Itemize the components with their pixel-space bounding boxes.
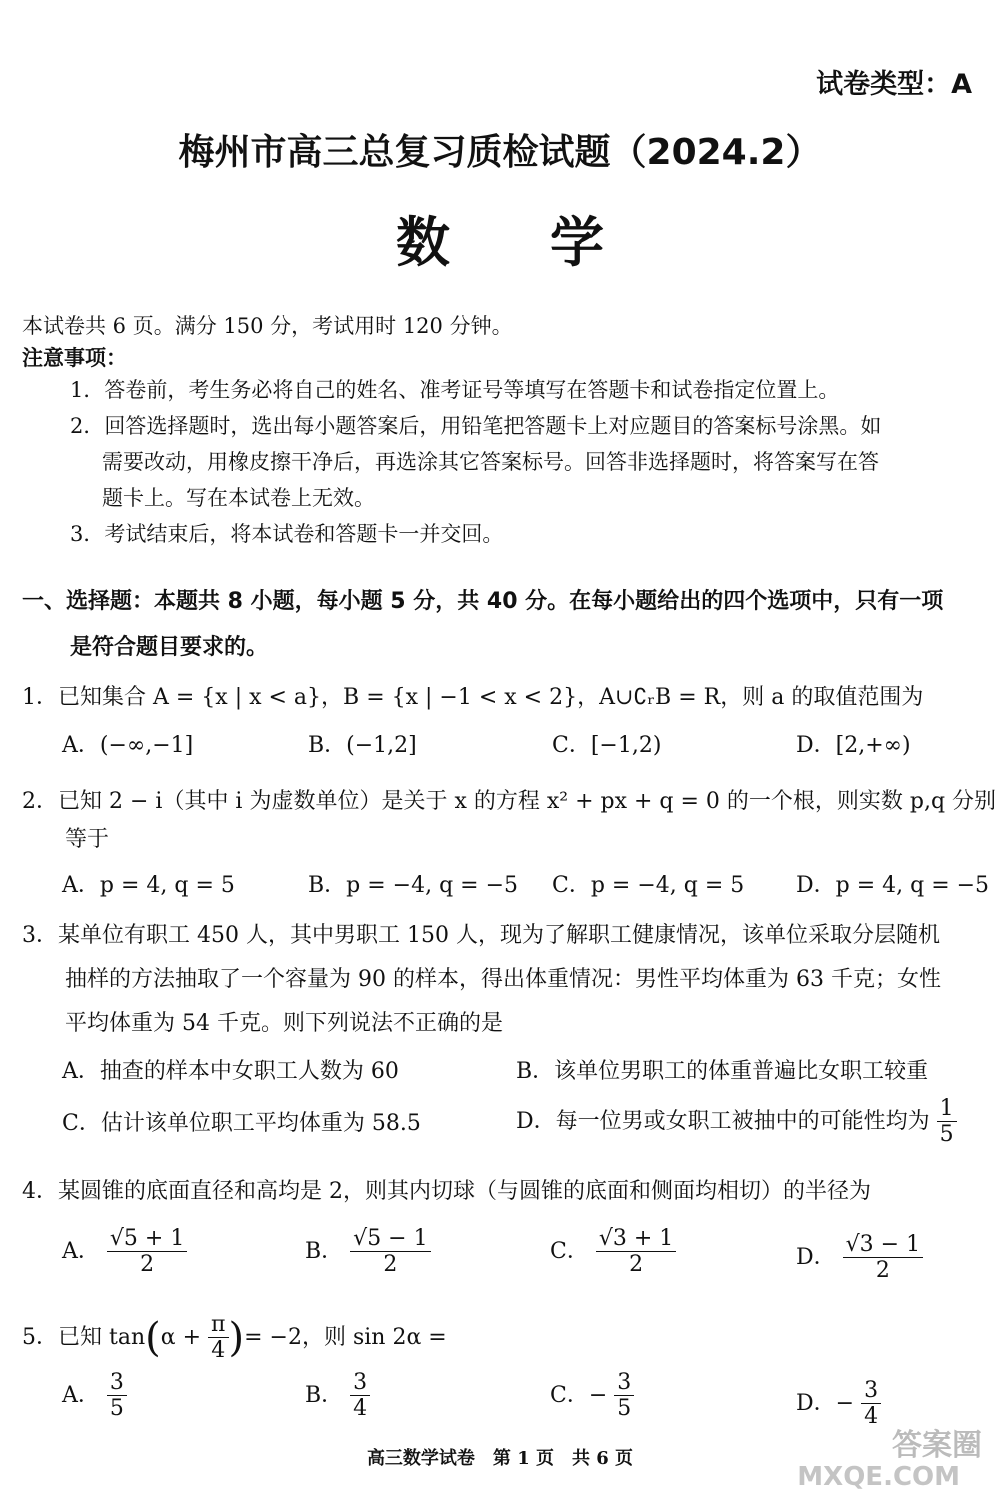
page-footer: 高三数学试卷 第 1 页 共 6 页 (366, 1448, 634, 1469)
q2-option-a: A．p = 4, q = 5 (62, 873, 235, 898)
fraction: $\frac{3}{4}$ (350, 1370, 370, 1422)
question-3-stem-cont: 平均体重为 54 千克。则下列说法不正确的是 (65, 1011, 503, 1036)
q5-option-a: A． $\frac{3}{5}$ (62, 1370, 127, 1422)
fraction: $\frac{3}{4}$ (861, 1378, 881, 1430)
q1-option-d: D．[2,+∞) (796, 733, 911, 758)
q5-option-d: D．− $\frac{3}{4}$ (796, 1378, 881, 1430)
section-heading-cont: 是符合题目要求的。 (70, 635, 269, 660)
q3-option-d (516, 1096, 957, 1148)
fraction: $\frac{\pi}{4}$ (208, 1312, 228, 1364)
fraction: $\frac{√3 + 1}{2}$ (596, 1226, 676, 1278)
question-2-stem: 2．已知 2 − i（其中 i 为虚数单位）是关于 x 的方程 x² + px + q = 0 的一个根，则实数 p,q 分别 (22, 789, 997, 814)
q4-option-b: B． $\frac{√5 - 1}{2}$ (305, 1226, 431, 1278)
q5-option-c: C．− $\frac{3}{5}$ (550, 1370, 634, 1422)
q3-option-a: A．抽查的样本中女职工人数为 60 (62, 1059, 399, 1084)
question-3-stem: 3．某单位有职工 450 人，其中男职工 150 人，现为了解职工健康情况，该单位采取分层随机 (22, 923, 940, 948)
note-item: 3．考试结束后，将本试卷和答题卡一并交回。 (70, 522, 504, 546)
q2-option-d: D．p = 4, q = −5 (796, 873, 990, 898)
subject-title: 数学 (396, 211, 704, 274)
q1-option-b: B．(−1,2] (308, 733, 417, 758)
fraction: $\frac{3}{5}$ (614, 1370, 634, 1422)
fraction: $\frac{√3 - 1}{2}$ (843, 1232, 923, 1284)
question-1-stem: 1．已知集合 A = {x | x < a}，B = {x | −1 < x < 2}，A∪∁ᵣB = R，则 a 的取值范围为 (22, 685, 924, 710)
notes-heading: 注意事项： (22, 346, 127, 370)
fraction: $\frac{√5 + 1}{2}$ (107, 1226, 187, 1278)
watermark-logo: 答案圈 (892, 1428, 982, 1463)
question-4-stem: 4．某圆锥的底面直径和高均是 2，则其内切球（与圆锥的底面和侧面均相切）的半径为 (22, 1179, 871, 1204)
q2-option-b: B．p = −4, q = −5 (308, 873, 519, 898)
note-item: 1．答卷前，考生务必将自己的姓名、准考证号等填写在答题卡和试卷指定位置上。 (70, 378, 840, 402)
note-item: 题卡上。写在本试卷上无效。 (102, 486, 375, 510)
fraction: $\frac{√5 - 1}{2}$ (350, 1226, 430, 1278)
q4-option-d: D． $\frac{√3 - 1}{2}$ (796, 1232, 923, 1284)
note-item: 需要改动，用橡皮擦干净后，再选涂其它答案标号。回答非选择题时，将答案写在答 (102, 450, 879, 474)
fraction: $\frac{1}{5}$ (937, 1096, 957, 1148)
fraction: $\frac{3}{5}$ (107, 1370, 127, 1422)
watermark-url: MXQE.COM (797, 1462, 960, 1492)
q3-option-b: B．该单位男职工的体重普遍比女职工较重 (516, 1059, 929, 1084)
q5-option-b: B． $\frac{3}{4}$ (305, 1370, 370, 1422)
q1-option-a: A．(−∞,−1] (62, 733, 194, 758)
question-2-stem-cont: 等于 (65, 827, 110, 852)
note-item: 2．回答选择题时，选出每小题答案后，用铅笔把答题卡上对应题目的答案标号涂黑。如 (70, 414, 882, 438)
question-3-stem-cont: 抽样的方法抽取了一个容量为 90 的样本，得出体重情况：男性平均体重为 63 千克；女性 (65, 967, 941, 992)
q3-option-c: C．估计该单位职工平均体重为 58.5 (62, 1111, 421, 1136)
q4-option-a: A． $\frac{√5 + 1}{2}$ (62, 1226, 187, 1278)
question-5-stem: 5．已知 tan(α + $\frac{\pi}{4}$ )= −2，则 sin 2α = (22, 1312, 447, 1364)
q3-option-d-text: D．每一位男或女职工被抽中的可能性均为 (516, 1108, 930, 1134)
exam-title: 梅州市高三总复习质检试题（2024.2） (178, 132, 822, 173)
intro-text: 本试卷共 6 页。满分 150 分，考试用时 120 分钟。 (22, 314, 513, 338)
q1-option-c: C．[−1,2) (552, 733, 662, 758)
q4-option-c: C． $\frac{√3 + 1}{2}$ (550, 1226, 676, 1278)
section-heading: 一、选择题：本题共 8 小题，每小题 5 分，共 40 分。在每小题给出的四个选项中，只有一项 (22, 589, 944, 614)
paper-type: 试卷类型：A (816, 69, 972, 100)
q2-option-c: C．p = −4, q = 5 (552, 873, 745, 898)
